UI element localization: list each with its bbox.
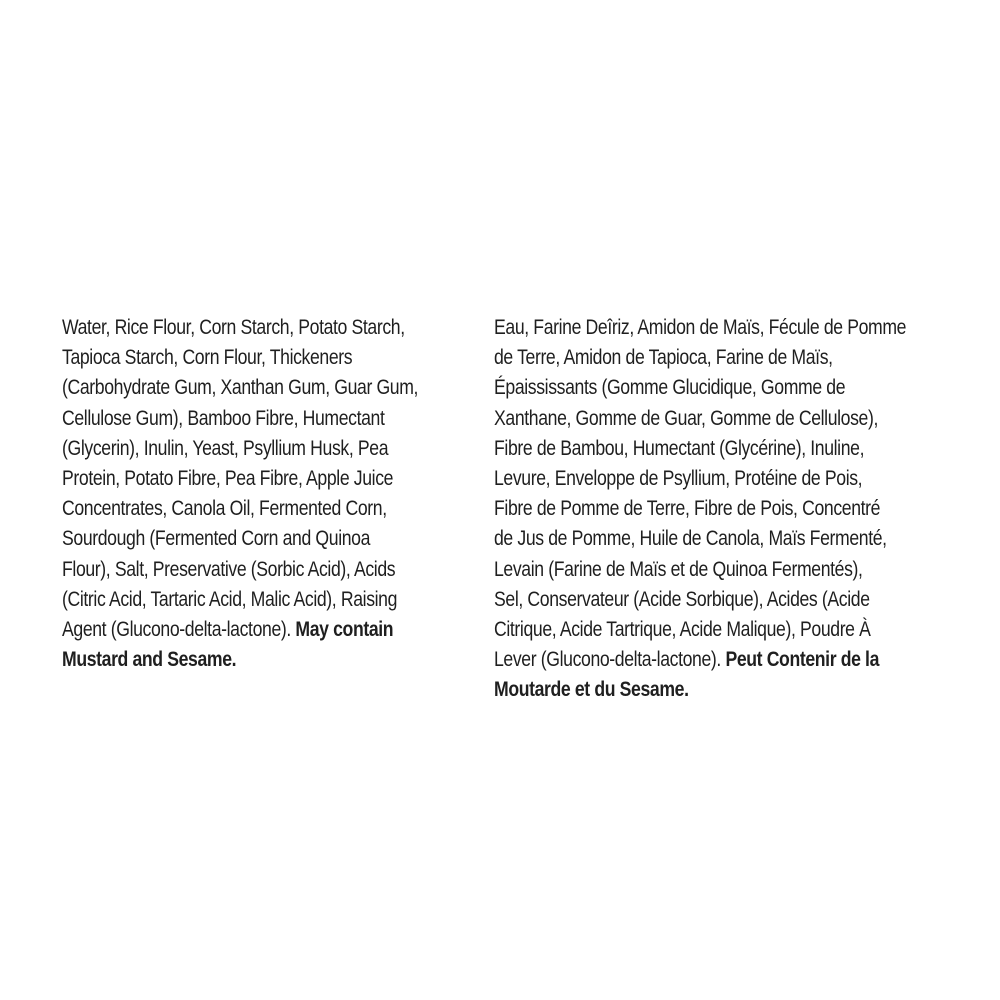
ingredients-en-line: Cellulose Gum), Bamboo Fibre, Humectant bbox=[62, 406, 385, 430]
ingredients-fr-line: Levain (Farine de Maïs et de Quinoa Fermentés), bbox=[494, 557, 863, 581]
ingredients-fr-line: Eau, Farine Deîriz, Amidon de Maïs, Fécule de Pomme bbox=[494, 316, 907, 339]
ingredients-fr-line: Fibre de Bambou, Humectant (Glycérine), Inuline, bbox=[494, 436, 865, 460]
ingredients-en-line: Protein, Potato Fibre, Pea Fibre, Apple Juice bbox=[62, 467, 394, 491]
ingredients-en-line: Flour), Salt, Preservative (Sorbic Acid), Acids bbox=[62, 557, 396, 581]
allergen-warning-en-cont: Mustard and Sesame. bbox=[62, 648, 237, 672]
ingredients-fr-line: de Jus de Pomme, Huile de Canola, Maïs Fermenté, bbox=[494, 527, 887, 551]
ingredients-fr-line: Fibre de Pomme de Terre, Fibre de Pois, Concentré bbox=[494, 497, 881, 521]
allergen-warning-fr: Peut Contenir de la bbox=[720, 648, 880, 672]
ingredients-fr-line: de Terre, Amidon de Tapioca, Farine de Maïs, bbox=[494, 346, 833, 370]
ingredients-fr-line: Citrique, Acide Tartrique, Acide Malique), Poudre À bbox=[494, 618, 871, 642]
ingredients-en-line: Concentrates, Canola Oil, Fermented Corn, bbox=[62, 497, 387, 521]
ingredients-fr-line: Levure, Enveloppe de Psyllium, Protéine de Pois, bbox=[494, 467, 863, 491]
ingredients-fr-line: Épaississants (Gomme Glucidique, Gomme de bbox=[494, 376, 846, 400]
ingredients-en-line: (Glycerin), Inulin, Yeast, Psyllium Husk, Pea bbox=[62, 436, 389, 460]
allergen-warning-en: May contain bbox=[290, 618, 394, 642]
ingredients-french bbox=[494, 313, 906, 706]
allergen-warning-fr-cont: Moutarde et du Sesame. bbox=[494, 678, 689, 702]
ingredients-english bbox=[62, 313, 418, 675]
ingredients-en-line: (Carbohydrate Gum, Xanthan Gum, Guar Gum, bbox=[62, 376, 419, 400]
ingredients-en-line bbox=[62, 615, 418, 645]
ingredients-en-line: (Citric Acid, Tartaric Acid, Malic Acid), Raising bbox=[62, 587, 398, 611]
ingredients-fr-text: Lever (Glucono-delta-lactone). bbox=[494, 648, 721, 672]
ingredients-en-line: Water, Rice Flour, Corn Starch, Potato Starch, bbox=[62, 316, 405, 339]
ingredients-fr-line: Sel, Conservateur (Acide Sorbique), Acides (Acide bbox=[494, 587, 870, 611]
ingredients-fr-line: Xanthane, Gomme de Guar, Gomme de Cellulose), bbox=[494, 406, 879, 430]
ingredients-en-line: Sourdough (Fermented Corn and Quinoa bbox=[62, 527, 371, 551]
ingredients-en-line: Tapioca Starch, Corn Flour, Thickeners bbox=[62, 346, 353, 370]
ingredients-fr-line bbox=[494, 645, 906, 675]
ingredients-en-text: Agent (Glucono-delta-lactone). bbox=[62, 618, 291, 642]
